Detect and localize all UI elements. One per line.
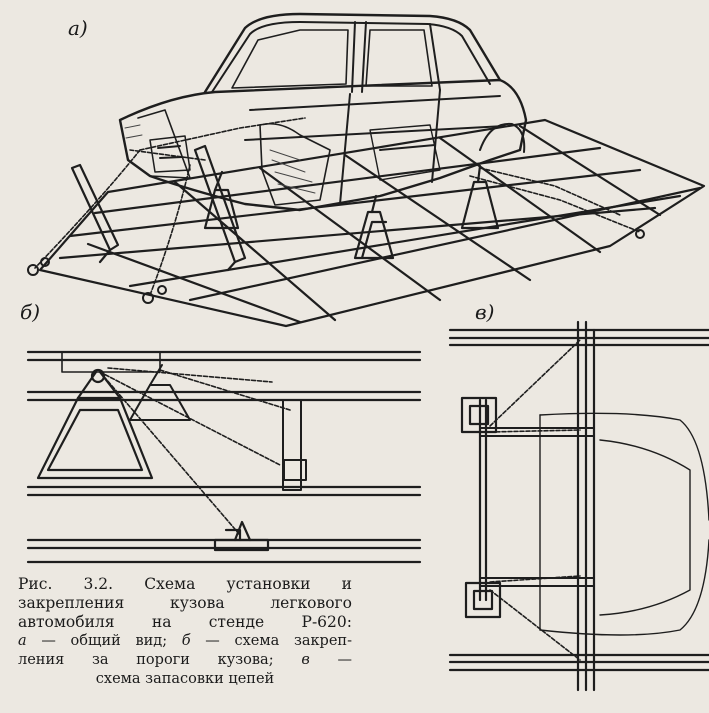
- panel-label-b: б): [20, 300, 41, 324]
- panel-label-c: в): [475, 300, 495, 324]
- panel-a-drawing: [28, 14, 704, 326]
- car-outline: [540, 413, 709, 635]
- support-stand: [38, 370, 152, 478]
- caption-line: [18, 651, 352, 670]
- caption-line: автомобиля на стенде Р-620:: [18, 613, 352, 631]
- caption-letter-a: а: [18, 633, 27, 649]
- caption-text: — общий вид;: [26, 633, 182, 649]
- tensioner-post: [283, 400, 306, 490]
- caption-line: [18, 632, 352, 651]
- caption-text: ления за пороги кузова;: [18, 652, 274, 668]
- panel-b-drawing: [28, 352, 420, 562]
- chain-hook: [28, 230, 644, 303]
- caption-line: закрепления кузова легкового: [18, 594, 352, 612]
- caption-line: схема запасовки цепей: [95, 671, 275, 687]
- panel-label-a: а): [68, 16, 88, 40]
- tensioner-post: [72, 146, 245, 270]
- clamp: [215, 522, 268, 550]
- caption-text: — схема закреп-: [190, 633, 352, 649]
- caption-line: Рис. 3.2. Схема установки и: [18, 575, 352, 593]
- chain: [490, 340, 580, 660]
- caption-text: —: [309, 652, 353, 668]
- panel-c-drawing: [450, 322, 709, 690]
- caption-letter-c: в: [301, 652, 310, 668]
- rail: [450, 330, 709, 670]
- figure-caption: [18, 575, 352, 689]
- caption-letter-b: б: [181, 633, 191, 649]
- rail: [480, 322, 594, 690]
